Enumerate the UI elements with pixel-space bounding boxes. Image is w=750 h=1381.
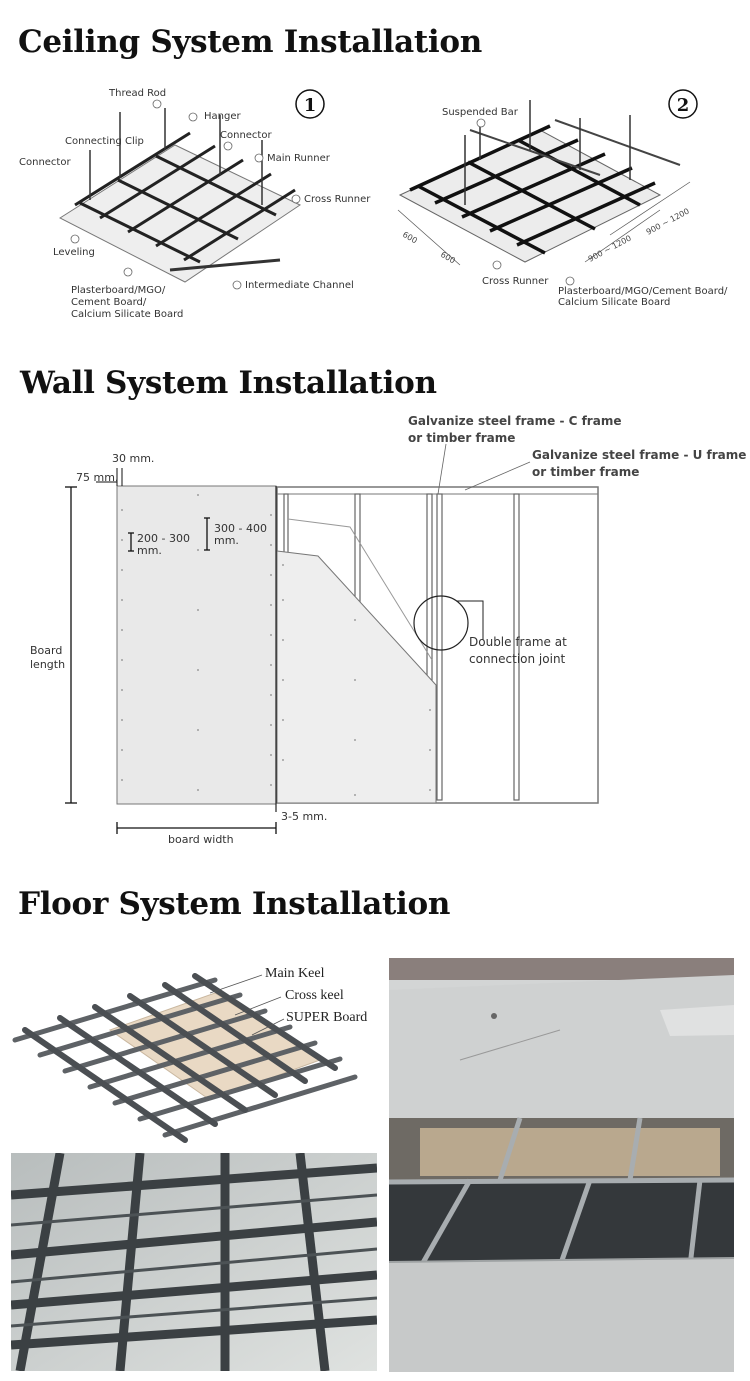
floor-section-title: Floor System Installation — [18, 886, 451, 922]
callout-2-1 — [477, 119, 485, 127]
wall-section-title: Wall System Installation — [20, 365, 437, 401]
board-width-label: board width — [168, 833, 234, 846]
callout-7 — [292, 195, 300, 203]
ceiling-section-title: Ceiling System Installation — [18, 24, 482, 60]
c-frame-label-line1: Galvanize steel frame - C frame — [408, 414, 622, 428]
callout-9 — [71, 235, 79, 243]
u-frame-label-line1: Galvanize steel frame - U frame — [532, 448, 747, 462]
dim-30mm-label: 30 mm. — [112, 452, 155, 465]
double-frame-callout-circle — [414, 596, 468, 650]
ceiling-diagram-2 — [398, 90, 728, 308]
callout-2-2 — [493, 261, 501, 269]
floor-photo-installation — [389, 958, 734, 1372]
c-frame-label-line2: or timber frame — [408, 431, 516, 445]
intermediate-channel-label: Intermediate Channel — [245, 280, 354, 291]
board-type-line1: Plasterboard/MGO/ — [71, 285, 166, 296]
dim-left-a: 600 — [401, 229, 419, 246]
dim-right-b: 900 ~ 1200 — [644, 206, 691, 237]
cross-keel-label: Cross keel — [285, 988, 344, 1003]
spacing-a-line1: 200 - 300 — [137, 532, 190, 545]
wall-board-cut — [277, 551, 436, 803]
connecting-clip-label: Connecting Clip — [65, 136, 144, 147]
spacing-a-line2: mm. — [137, 544, 162, 557]
spacing-b-line1: 300 - 400 — [214, 522, 267, 535]
callout-8 — [233, 281, 241, 289]
double-frame-label-line2: connection joint — [469, 652, 566, 666]
super-board-label: SUPER Board — [286, 1010, 368, 1025]
gap-label: 3-5 mm. — [281, 810, 328, 823]
u-frame-label-line2: or timber frame — [532, 465, 640, 479]
double-frame-label-line1: Double frame at — [469, 635, 567, 649]
callout-5 — [224, 142, 232, 150]
connector-right-label: Connector — [220, 130, 272, 141]
callout-3 — [124, 268, 132, 276]
main-keel-label: Main Keel — [265, 966, 325, 981]
board-length-label-line2: length — [30, 658, 66, 671]
spacing-b-line2: mm. — [214, 534, 239, 547]
dim-left-b: 600 — [439, 249, 457, 266]
board-length-label-line1: Board — [30, 644, 63, 657]
ceiling-diagram-1 — [19, 88, 371, 320]
cross-runner-2-label: Cross Runner — [482, 276, 549, 287]
board-type-line3: Calcium Silicate Board — [71, 309, 184, 320]
diagram-1-number: 1 — [303, 95, 317, 116]
dim-right-a: 900 ~ 1200 — [586, 233, 633, 264]
wall-diagram — [30, 414, 746, 846]
board-length-dimension — [65, 487, 77, 803]
diagram-2-number: 2 — [676, 95, 690, 116]
callout-6 — [255, 154, 263, 162]
board-type-2-line1: Plasterboard/MGO/Cement Board/ — [558, 286, 728, 297]
board-type-2-line2: Calcium Silicate Board — [558, 297, 671, 308]
callout-2-3 — [566, 277, 574, 285]
floor-keel-diagram — [15, 966, 367, 1140]
suspended-bar-label: Suspended Bar — [442, 107, 518, 118]
hanger-label: Hanger — [204, 111, 241, 122]
dim-75mm-label: 75 mm. — [76, 471, 119, 484]
thread-rod-label: Thread Rod — [109, 88, 167, 99]
main-runner-label: Main Runner — [267, 153, 330, 164]
callout-1 — [153, 100, 161, 108]
cross-runner-label: Cross Runner — [304, 194, 371, 205]
callout-2 — [189, 113, 197, 121]
board-type-line2: Cement Board/ — [71, 297, 147, 308]
connector-left-label: Connector — [19, 157, 71, 168]
leveling-label: Leveling — [53, 247, 95, 258]
floor-photo-underside — [11, 1153, 377, 1371]
